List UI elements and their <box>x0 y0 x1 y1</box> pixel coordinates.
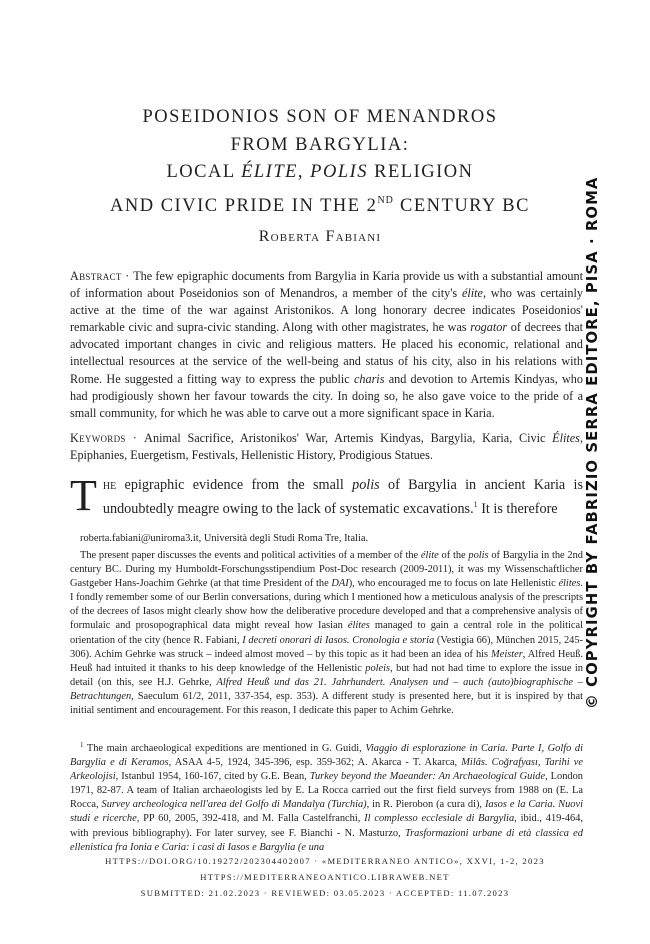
body-italic: polis <box>352 477 380 493</box>
doi-journal-line[interactable]: HTTPS://DOI.ORG/10.19272/202304402007 · «MEDITERRANEO ANTICO», XXVI, 1-2, 2023 <box>105 856 545 866</box>
abstract-italic: élite <box>461 286 483 301</box>
title-text: , <box>297 162 311 182</box>
abstract-italic: rogator <box>470 320 508 335</box>
abstract-label: Abstract · <box>70 269 134 283</box>
note-text: of Bargylia in the 2nd century BC. During my Humboldt-Forschungsstipendium Post-Doc research (2009-2011), it was my Wissenschaftlicher Gastgeber Hans-Joachim Gehrke (at that time President of the <box>70 550 583 590</box>
footnote-italic: Viaggio di esplorazione in Caria. Parte I, Golfo di Bargylia e di Keramos <box>70 743 583 769</box>
note-text: The present paper discusses the events and political activities of a member of the <box>80 550 421 561</box>
note-text: . I fondly remember some of our Berlin conversations, during which I mentioned how a meticulous analysis of the prescripts of the decrees of Iasos might clearly show how the deliberative procedure developed and that a comprehensive analysis of formulaic and prosopographical data might reveal how Iasian <box>70 578 583 632</box>
footnote-ref-1[interactable]: 1 <box>473 500 478 509</box>
footnote-text: The main archaeological expeditions are mentioned in G. Guidi, <box>83 743 366 754</box>
note-text: , but had not had time to explore the issue in detail (on this, see H.J. Gehrke, <box>70 662 583 688</box>
note-text: , Alfred Heuß. Heuß had intuited it thanks to his deep knowledge of the Hellenistic <box>70 648 583 674</box>
submission-dates: SUBMITTED: 21.02.2023 · REVIEWED: 03.05.2023 · ACCEPTED: 11.07.2023 <box>140 888 510 898</box>
title-line-4 <box>60 187 580 221</box>
title-line-1: POSEIDONIOS SON OF MENANDROS <box>142 107 498 127</box>
abstract-text: and devotion to Artemis Kindyas, who had prodigiously shown her favour towards the city. In doing so, he also gave voice to the pride of a small community, for which he was able to carve out a more significant space in Karia. <box>70 371 583 420</box>
abstract-text: The few epigraphic documents from Bargylia in Karia provide us with a substantial amount of information about Poseidonios son of Menandros, a member of the city's <box>70 269 584 301</box>
author-affiliation: roberta.fabiani@uniroma3.it, Università degli Studi Roma Tre, Italia. <box>80 533 369 544</box>
title-italic-elite: ÉLITE <box>241 162 298 182</box>
note-text: of the <box>438 550 469 561</box>
note-italic: DAI <box>331 578 349 590</box>
note-italic: Alfred Heuß und das 21. Jahrhundert. Analysen und – auch (auto)biographische – Betrachtungen <box>70 676 583 702</box>
footnote-1 <box>70 738 583 855</box>
title-ordinal-superscript: ND <box>377 194 394 206</box>
note-italic: élite <box>420 550 439 561</box>
footnote-text: , PP 60, 2005, 392-418, and M. Falla Castelfranchi, <box>136 813 365 825</box>
title-text: RELIGION <box>368 162 474 182</box>
footnote-italic: Milâs. Coğrafyası, Tarihi ve Arkeolojisi <box>70 757 583 783</box>
abstract <box>70 268 583 422</box>
abstract-italic: charis <box>353 371 385 386</box>
body-text: epigraphic evidence from the small <box>116 477 353 493</box>
note-italic: I decreti onorari di Iasos. Cronologia e storia <box>242 634 435 646</box>
keywords-text: , Epiphanies, Euergetism, Festivals, Hellenistic History, Prodigious Statues. <box>70 431 583 463</box>
note-italic: Meister <box>491 648 523 660</box>
journal-website-link[interactable]: HTTPS://MEDITERRANEOANTICO.LIBRAWEB.NET <box>200 872 450 882</box>
title-line-2: FROM BARGYLIA: <box>230 134 410 155</box>
footnote-italic: Il complesso ecclesiale di Bargylia <box>364 813 515 825</box>
title-text: LOCAL <box>166 162 242 182</box>
acknowledgement-note <box>70 549 583 718</box>
body-opening-paragraph <box>70 471 583 520</box>
footnote-text: , ibid., 419-464, with previous bibliography). For later survey, see F. Bianchi - N. Masturzo, <box>70 813 584 839</box>
note-text: managed to gain a central role in the political orientation of the city (hence R. Fabiani, <box>70 620 583 646</box>
body-text: It is therefore <box>477 501 558 517</box>
note-text: (Vestigia 66), München 2015, 245-306). Achim Gehrke was struck – indeed almost moved – by this topic as it had been an idea of his <box>70 634 583 660</box>
keywords-text: Animal Sacrifice, Aristonikos' War, Artemis Kindyas, Bargylia, Karia, Civic <box>144 431 553 445</box>
title-text: CENTURY BC <box>393 195 530 216</box>
title-italic-polis: POLIS <box>310 162 369 182</box>
footnote-text: , London 1971, 82-87. A team of Italian archaeologists led by E. La Rocca carried out the first field surveys from 1988 on (E. La Rocca, <box>70 771 583 811</box>
note-italic: poleis <box>365 662 391 674</box>
body-smallcaps: he <box>102 477 117 493</box>
note-italic: élites <box>347 620 370 632</box>
abstract-text: , who was certainly active at the time of the war against Aristonikos. A long honorary decree indicates Poseidonios' remarkable civic and supra-civic standing. Along with other magistrates, he was <box>70 286 583 335</box>
body-text: of Bargylia in ancient Karia is undoubtedly meagre owing to the lack of systematic excavations. <box>102 477 583 517</box>
footnote-italic: Iasos e la Caria. Nuovi studi e ricerche <box>70 799 583 825</box>
footnote-text: , in R. Pierobon (a cura di), <box>366 799 485 811</box>
note-text: ), who encouraged me to focus on late Hellenistic <box>348 578 559 590</box>
footnote-text: , Istanbul 1954, 160-167, cited by G.E. Bean, <box>115 771 310 783</box>
note-italic: polis <box>468 550 489 561</box>
keywords-label: Keywords · <box>70 431 145 445</box>
drop-cap: T <box>70 471 97 520</box>
title-text: AND CIVIC PRIDE IN THE 2 <box>110 195 378 216</box>
author-name: Roberta Fabiani <box>258 228 382 245</box>
footnote-text: , ASAA 4-5, 1924, 345-396, esp. 359-362; A. Akarca - T. Akarca, <box>168 757 462 769</box>
footnote-italic: Survey archeologica nell'area del Golfo di Mandalya (Turchia) <box>101 799 367 811</box>
note-text: , Saeculum 61/2, 2011, 337-354, esp. 353). A different study is presented here, but it is inspired by that initial sentiment and encouragement. For this reason, I dedicate this paper to Achim Gehrke. <box>70 690 583 717</box>
note-italic: élites <box>558 578 581 590</box>
keywords <box>70 430 583 464</box>
copyright-notice: © COPYRIGHT BY FABRIZIO SERRA EDITORE, PISA · ROMA <box>584 176 601 709</box>
footnote-italic: Trasformazioni urbane di età classica ed ellenistica fra Ionia e Caria: i casi di Iasos e Bargylia (e una <box>70 827 583 853</box>
article-title <box>60 104 580 220</box>
abstract-text: of decrees that advocated important changes in civic and religious matters. He placed his economic, relational and intellectual resources at the service of the well-being and status of his city, also in his relations with Rome. He suggested a fitting way to express the public <box>70 320 583 386</box>
keywords-italic: Élites <box>552 431 580 445</box>
footnote-italic: Turkey beyond the Maeander: An Archaeological Guide <box>309 771 546 783</box>
title-line-3 <box>60 159 580 187</box>
footnote-number: 1 <box>80 741 84 749</box>
